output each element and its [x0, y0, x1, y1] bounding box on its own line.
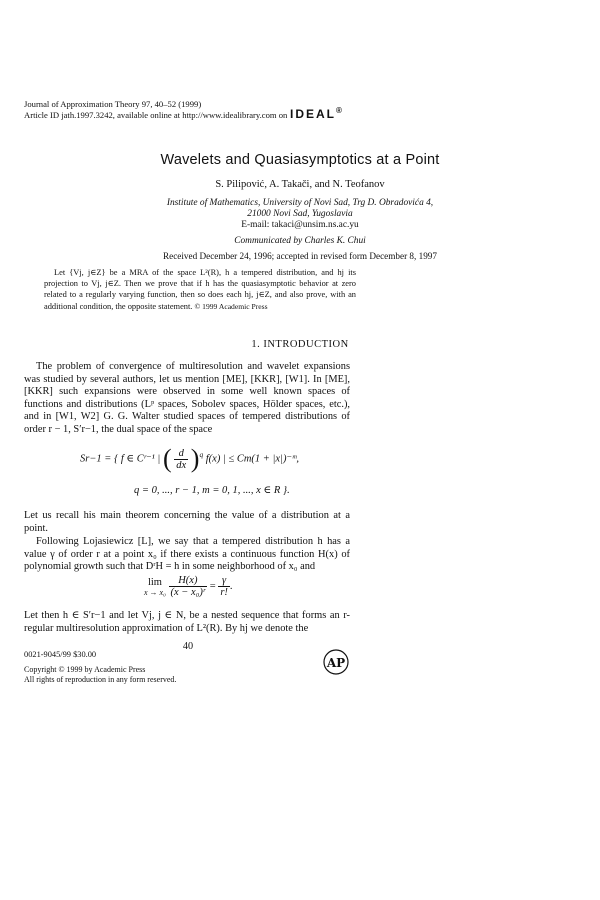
ideal-logo[interactable]	[290, 106, 344, 121]
eq1-derivative	[174, 448, 188, 471]
eq3-sub: x → x₀	[144, 587, 166, 597]
paragraph-3: Following Lojasiewicz [L], we say that a tempered distribution h has a value γ of order r at a point x₀ if there exists a continuous function H(x) of polynomial growth such that DʳH = h in some neighborhood of x₀ and	[24, 536, 350, 573]
eq3-fraction	[169, 575, 208, 598]
footer-rights: All rights of reproduction in any form reserved.	[24, 674, 177, 684]
ideal-logo-text: IDEAL	[290, 107, 336, 121]
article-line: Article ID jath.1997.3242, available online at http://www.idealibrary.com on	[24, 110, 288, 120]
eq3-num: H(x)	[169, 575, 208, 587]
paragraph-1: The problem of convergence of multiresolution and wavelet expansions was studied by several authors, let us mention [ME], [KKR], [W1]. In [ME], [KKR] such expansions were observed in some well known spaces of functions and distributions (Lᵖ spaces, Sobolev spaces, Hölder spaces, etc.), and in [W1, W2] G. G. Walter studied spaces of tempered distributions of order r − 1, S′r−1, the dual space of the space	[24, 361, 350, 435]
eq1-exponent: q	[199, 449, 204, 459]
affiliation	[0, 198, 600, 220]
eq3-den: (x − x₀)ʳ	[170, 587, 206, 598]
eq3-rden: r!	[220, 587, 228, 598]
paper-title: Wavelets and Quasiasymptotics at a Point	[160, 152, 440, 168]
eq3-rnum: γ	[218, 575, 230, 587]
email[interactable]: E-mail: takaci@unsim.ns.ac.yu	[241, 220, 359, 230]
eq1-paren-open: (	[162, 444, 172, 473]
footer-copyright: Copyright © 1999 by Academic Press	[24, 665, 146, 675]
communicated-by: Communicated by Charles K. Chui	[234, 236, 366, 246]
paragraph-2: Let us recall his main theorem concerning the value of a distribution at a point.	[24, 510, 350, 534]
footer-code: 0021-9045/99 $30.00	[24, 650, 97, 659]
eq1-num: d	[174, 448, 188, 460]
page-number: 40	[182, 641, 194, 652]
section-heading: 1. INTRODUCTION	[251, 339, 349, 350]
eq3-rhs-fraction	[218, 575, 230, 598]
authors: S. Pilipović, A. Takači, and N. Teofanov	[215, 179, 385, 190]
footer	[24, 650, 224, 684]
eq1-den: dx	[176, 459, 187, 471]
eq3-lim: lim	[147, 576, 162, 588]
eq3-end: .	[229, 580, 233, 592]
abstract	[44, 267, 356, 312]
abstract-copyright: © 1999 Academic Press	[194, 301, 268, 311]
equation-space-conditions: q = 0, ..., r − 1, m = 0, 1, ..., x ∈ R }.	[134, 485, 290, 496]
eq1-lhs: Sr−1 = { f ∈ Cʳ⁻¹ |	[80, 453, 161, 465]
publisher-logo-text: AP	[326, 656, 346, 670]
equation-space-definition	[80, 444, 340, 474]
academic-press-logo-svg	[322, 648, 350, 676]
received-dates: Received December 24, 1996; accepted in revised form December 8, 1997	[163, 251, 437, 261]
journal-line: Journal of Approximation Theory 97, 40–52 (1999)	[24, 99, 202, 109]
academic-press-logo-icon	[322, 648, 350, 676]
eq1-rhs: f(x) | ≤ Cm(1 + |x|)⁻ᵐ,	[205, 453, 299, 465]
equation-limit	[144, 575, 254, 598]
eq3-limit	[144, 577, 166, 597]
eq3-equals: =	[209, 580, 216, 592]
abstract-text: Let {Vj, j∈Z} be a MRA of the space L²(R), h a tempered distribution, and hj its projection to Vj, j∈Z. Then we prove that if h has the quasiasymptotic behavior at zero related to a regularly varying function, then so does each hj, j∈Z, and also prove, with an additional condition, the opposite statement.	[44, 268, 356, 311]
eq1-paren-close: )	[190, 444, 200, 473]
affiliation-line-1: Institute of Mathematics, University of Novi Sad, Trg D. Obradovića 4,	[166, 198, 434, 208]
affiliation-line-2: 21000 Novi Sad, Yugoslavia	[247, 209, 353, 219]
paragraph-4: Let then h ∈ S′r−1 and let Vj, j ∈ N, be a nested sequence that forms an r-regular multiresolution approximation of L²(R). By hj we denote the	[24, 610, 350, 634]
ideal-registered-mark: ®	[336, 106, 344, 115]
